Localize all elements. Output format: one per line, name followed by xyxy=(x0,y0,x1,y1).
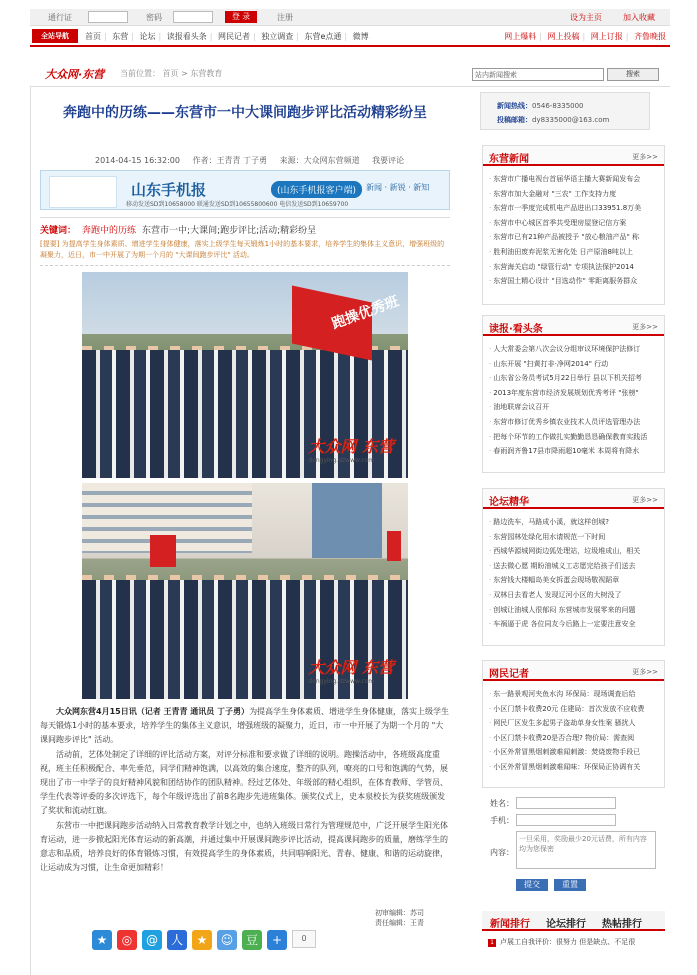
reset-button[interactable]: 重置 xyxy=(554,879,586,891)
forum-highlights-box xyxy=(482,488,665,646)
favorite-icon[interactable]: ★ xyxy=(192,930,212,950)
more-link[interactable]: 更多>> xyxy=(632,153,658,161)
box-title: 网民记者 xyxy=(489,669,529,680)
flag-text: 跑操优秀班 xyxy=(329,293,401,333)
list-item[interactable]: · 油地联席会议召开 xyxy=(489,400,661,415)
password-input[interactable] xyxy=(173,11,213,23)
breadcrumb: 当前位置： 首页 > 东营教育 xyxy=(120,69,223,78)
list-item[interactable]: · 山东开展 "扫黄打非·净网2014" 行动 xyxy=(489,357,661,372)
phone-input[interactable] xyxy=(516,814,616,826)
nav-link-qilu[interactable]: 齐鲁晚报 xyxy=(634,32,666,41)
qzone-icon[interactable]: ★ xyxy=(92,930,112,950)
box-title: 读报·看头条 xyxy=(489,324,543,335)
article-datetime: 2014-04-15 16:32:00 xyxy=(95,156,180,165)
submit-button[interactable]: 提交 xyxy=(516,879,548,891)
citizen-reporter-box xyxy=(482,660,665,788)
article-meta xyxy=(95,155,404,166)
douban-icon[interactable]: 豆 xyxy=(242,930,262,950)
watermark-text: 大众网 xyxy=(308,658,357,677)
red-flag xyxy=(150,535,176,567)
list-item[interactable]: · 东营市广播电视台首届华语主播大赛新闻发布会 xyxy=(489,172,661,187)
hotline-number: 0546-8335000 xyxy=(532,102,584,110)
comment-link[interactable]: 我要评论 xyxy=(372,156,405,165)
list-item[interactable]: · 东营市已有21种产品被授予 "放心粮油产品" 称 xyxy=(489,230,661,245)
list-item[interactable]: · 胜利油田废弃泥浆无害化处 日产原油8吨以上 xyxy=(489,245,661,260)
list-item[interactable]: · 春雨润齐鲁17县市降雨超10毫米 本周将有降水 xyxy=(489,444,661,459)
passport-label: 通行证 xyxy=(48,13,72,22)
newspaper-headlines-box xyxy=(482,315,665,473)
tab-forum-rank[interactable]: 论坛排行 xyxy=(546,919,586,930)
list-item[interactable]: · 小区门禁卡收费20是否合理? 物价局：需查阅 xyxy=(489,731,661,746)
box-header xyxy=(483,489,664,509)
search-button[interactable]: 搜索 xyxy=(607,68,659,81)
box-title: 东营新闻 xyxy=(489,154,529,165)
share-count: 0 xyxy=(292,930,316,948)
photo-watermark xyxy=(308,655,394,685)
list-item[interactable]: · 创城让油城人很郁闷 东营城市发展零来的问题 xyxy=(489,603,661,618)
nav-link-forum[interactable]: 论坛 xyxy=(139,32,156,41)
phone-graphic xyxy=(49,176,117,208)
rank-number: 1 xyxy=(488,939,496,947)
top-login-bar xyxy=(30,9,670,26)
more-link[interactable]: 更多>> xyxy=(632,323,658,331)
nav-link-edianton[interactable]: 东营e点通 xyxy=(304,32,342,41)
tip-form xyxy=(482,795,665,890)
tab-hot-posts[interactable]: 热帖排行 xyxy=(602,919,642,930)
list-item[interactable]: · 小区外常冒黑烟刺激难闻刺激：焚烧废物手段已 xyxy=(489,745,661,760)
divider xyxy=(40,217,450,218)
editors xyxy=(375,908,424,928)
register-link[interactable]: 注册 xyxy=(277,13,293,22)
header-divider xyxy=(30,86,670,87)
list-item[interactable]: · 2013年度东营市经济发展规划优秀考评 "张榜" xyxy=(489,386,661,401)
nav-link-home[interactable]: 首页 xyxy=(85,32,101,41)
nav-right-links: 网上爆料 | 网上投稿 | 网上订报 | 齐鲁晚报 xyxy=(504,32,666,41)
site-nav-button[interactable]: 全站导航 xyxy=(32,29,78,43)
ranking-tabs xyxy=(482,911,665,931)
hotline-label: 新闻热线： xyxy=(497,102,532,110)
content-textarea[interactable] xyxy=(516,831,656,869)
box-header xyxy=(483,146,664,166)
glass-building xyxy=(312,483,382,558)
keywords-title: 奔跑中的历练 xyxy=(82,226,137,236)
nav-link-headlines[interactable]: 读报看头条 xyxy=(166,32,207,41)
list-item[interactable]: · 山东省公务员考试5月22日举行 县以下机关招考 xyxy=(489,371,661,386)
list-item[interactable]: · 西城华源城网街边狐处理站，垃圾堆成山，相关 xyxy=(489,544,661,559)
main-nav xyxy=(30,27,670,47)
dongying-news-box xyxy=(482,145,665,305)
article-authors: 作者：王青青 丁子勇 xyxy=(192,156,268,165)
paragraph: 东营市一中把课间跑步活动纳入日常教育教学计划之中，也纳入班级日常行为管理规范中，广泛开展学生阳光体育运动，进一步掀起阳光体育运动的新高潮，并通过集中开展课间跑步评比活动，提高课间跑步的质量，磨练学生的意志和品质，培养良好的体育锻炼习惯，有效提高学生的身体素质，共同唱响阳光、青春、健康、和谐的运动旋律，让运动成为习惯，让生命更加精彩！ xyxy=(40,820,448,873)
news-list xyxy=(483,166,664,289)
banner-subtext: 移动发送SD到10658000 联通发送SD到10655800600 电信发送SD到10659700 xyxy=(126,201,349,208)
photo-running-students-1 xyxy=(82,272,408,478)
name-label: 姓名： xyxy=(490,799,514,808)
list-item[interactable]: · 东一路景观河夹鱼水沟 环保局：现场调查后给 xyxy=(489,687,661,702)
list-item[interactable]: · 东营园林处绿化用水请规范一下时间 xyxy=(489,530,661,545)
watermark-text: 大众网 xyxy=(308,437,357,456)
banner-nav: 新闻 · 新锐 · 新知 xyxy=(366,183,430,192)
weibo-icon[interactable]: ◎ xyxy=(117,930,137,950)
watermark-city: 东营 xyxy=(361,658,394,677)
keywords-label: 关键词： xyxy=(40,226,77,236)
box-header xyxy=(483,661,664,681)
tencent-weibo-icon[interactable]: @ xyxy=(142,930,162,950)
login-button[interactable]: 登 录 xyxy=(225,11,257,23)
more-link[interactable]: 更多>> xyxy=(632,668,658,676)
box-title: 论坛精华 xyxy=(489,497,529,508)
kaixin-icon[interactable]: ☺ xyxy=(217,930,237,950)
article-body xyxy=(40,705,450,875)
list-item[interactable]: · 把每个环节的工作做扎实勤勤恳恳确保教育实践活 xyxy=(489,430,661,445)
email-row xyxy=(497,115,609,125)
list-item[interactable]: · 东营钱大楼幅岛美女拆蛋会现场敬视蹈章 xyxy=(489,573,661,588)
contact-box xyxy=(480,92,650,130)
add-favorite-link[interactable]: 加入收藏 xyxy=(623,13,655,22)
password-label: 密码 xyxy=(146,13,162,22)
photo-watermark xyxy=(308,434,394,464)
nav-link-dongying[interactable]: 东营 xyxy=(112,32,129,41)
list-item[interactable]: · 东营市一季度完成机电产品进出口33951.8万美 xyxy=(489,201,661,216)
editor-first: 初审编辑：苏司 xyxy=(375,909,424,917)
rank-item[interactable] xyxy=(488,937,635,947)
list-item[interactable]: · 双林日去看老人 发现辽河小区的大树没了 xyxy=(489,588,661,603)
nav-link-submit[interactable]: 网上投稿 xyxy=(547,32,580,41)
content-label: 内容： xyxy=(490,848,514,857)
list-item[interactable]: · 东营海关启动 "绿管行动" 专项执法保护2014 xyxy=(489,260,661,275)
list-item[interactable]: · 车祸逼于虎 各位同友今后路上一定要注意安全 xyxy=(489,617,661,632)
banner-tag: (山东手机报客户端) xyxy=(271,181,362,198)
photo-running-students-2 xyxy=(82,483,408,699)
list-item[interactable]: · 路边洗车，马路成小溪，就这样创城? xyxy=(489,515,661,530)
divider xyxy=(40,265,450,266)
box-header xyxy=(483,316,664,336)
set-homepage-link[interactable]: 设为主页 xyxy=(570,13,602,22)
keywords-list: 东营市一中;大课间;跑步评比;活动;精彩纷呈 xyxy=(142,226,317,236)
news-list xyxy=(483,509,664,632)
hotline-row xyxy=(497,101,584,111)
list-item[interactable]: · 东营国土精心设计 "目选动作" 零距离服务群众 xyxy=(489,274,661,289)
nav-link-survey[interactable]: 独立调查 xyxy=(261,32,294,41)
editor-responsible: 责任编辑：王青 xyxy=(375,919,424,927)
paragraph-text: 为提高学生身体素质、增进学生身体健康，落实上级学生每天锻炼1小时的基本要求，培养学生的集体主义意识，增强班级的凝聚力，近日，市一中开展了为期一个月的 "大课间跑步评比" 活动。 xyxy=(40,707,450,745)
banner-title: 山东手机报 xyxy=(131,181,207,199)
more-link[interactable]: 更多>> xyxy=(632,496,658,504)
watermark-city: 东营 xyxy=(361,437,394,456)
list-item[interactable]: · 东营市中心城区首季共受理房屋登记信方案 xyxy=(489,216,661,231)
nav-link-subscribe[interactable]: 网上订报 xyxy=(590,32,623,41)
passport-input[interactable] xyxy=(88,11,128,23)
site-logo[interactable]: 大众网·东营 xyxy=(45,68,105,81)
more-share-icon[interactable]: + xyxy=(267,930,287,950)
phone-label: 手机： xyxy=(490,816,514,825)
nav-link-citizen-reporter[interactable]: 网民记者 xyxy=(218,32,250,41)
article-title: 奔跑中的历练——东营市一中大课间跑步评比活动精彩纷呈 xyxy=(63,105,427,121)
list-item[interactable]: · 送去微心愿 期盼油城义工志愿完给孩子们送去 xyxy=(489,559,661,574)
email-label: 投稿邮箱： xyxy=(497,116,532,124)
article-source: 来源：大众网东营频道 xyxy=(279,156,360,165)
renren-icon[interactable]: 人 xyxy=(167,930,187,950)
tab-news-rank[interactable]: 新闻排行 xyxy=(490,919,530,930)
list-item[interactable]: · 人大常委会第八次会议分组审议环境保护法修订 xyxy=(489,342,661,357)
left-border xyxy=(30,86,31,975)
list-item[interactable]: · 网民厂区发生多起男子盗劫单身女性案 骚扰人 xyxy=(489,716,661,731)
paragraph-lead: 大众网东营4月15日讯（记者 王青青 通讯员 丁子勇） xyxy=(56,707,250,716)
rank-text: 卢展工自我评价：很努力 但是缺点、不足很 xyxy=(500,938,636,946)
list-item[interactable]: · 东营市加大金融对 "三农" 工作支持力度 xyxy=(489,187,661,202)
nav-links: 首页 | 东营 | 论坛 | 读报看头条 | 网民记者 | 独立调查 | 东营e点通 | 微博 xyxy=(85,32,369,41)
watermark-url: dongying.dzwww.com xyxy=(308,457,375,464)
search-input[interactable] xyxy=(472,68,604,81)
watermark-url: dongying.dzwww.com xyxy=(308,678,375,685)
news-list xyxy=(483,336,664,459)
email-address[interactable]: dy8335000@163.com xyxy=(532,116,610,124)
paragraph xyxy=(40,705,450,748)
paragraph: 活动前，艺体处制定了详细的评比活动方案，对评分标准和要求做了详细的说明。跑操活动中，各班级高度重视，班主任积极配合、率先垂范，同学们精神饱满，以高效的集合速度，整齐的队列，嘹亮的口号和饱满的气势，展现出了市一中学子的良好精神风貌和团结协作的团队精神。经过艺体处、年级部的精心组织，在体育教师、学管员、学生代表等评委的多次评选下，每个年级评选出了前8名跑步先进班集体。颁奖仪式上，史本泉校长为获奖班级颁发了奖状和流动红旗。 xyxy=(40,749,448,816)
name-input[interactable] xyxy=(516,797,616,809)
article-abstract: [提要] 为提高学生身体素质、增进学生身体健康，落实上级学生每天锻炼1小时的基本要求，培养学生的集体主义意识，增强班级的凝聚力，近日，市一中开展了为期一个月的 "大课间跑步评比" 活动。 xyxy=(40,240,445,259)
mobile-news-banner[interactable] xyxy=(40,170,450,210)
list-item[interactable]: · 小区外常冒黑烟刺激难闻味：环保局正协调有关 xyxy=(489,760,661,775)
nav-link-weibo[interactable]: 微博 xyxy=(352,32,369,41)
keywords-row xyxy=(40,223,316,236)
nav-link-report[interactable]: 网上爆料 xyxy=(504,32,537,41)
list-item[interactable]: · 东营市修订优秀乡镇农业技术人员评选管理办法 xyxy=(489,415,661,430)
red-flag xyxy=(387,531,401,561)
share-bar xyxy=(92,930,316,950)
news-list xyxy=(483,681,664,775)
list-item[interactable]: · 小区门禁卡收费20元 住建局：首次发放不应收费 xyxy=(489,702,661,717)
